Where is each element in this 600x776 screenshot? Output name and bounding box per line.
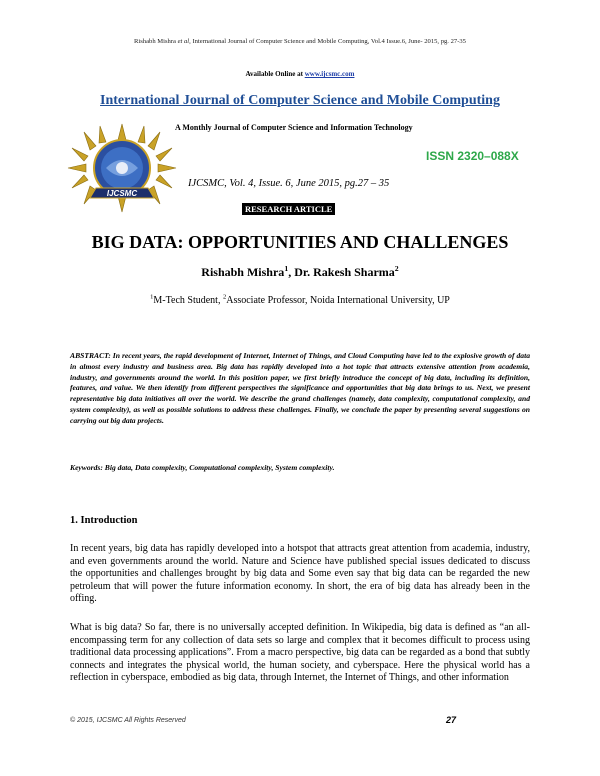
affiliations (0, 295, 600, 306)
affiliation-1-marker: 1 (150, 293, 154, 301)
author-separator: , (288, 265, 295, 279)
paper-title: BIG DATA: OPPORTUNITIES AND CHALLENGES (91, 232, 509, 252)
author-2-marker: 2 (394, 264, 399, 273)
running-head-author: Rishabh Mishra (134, 38, 178, 45)
running-head-et-al: et al (177, 38, 190, 45)
author-line (0, 265, 600, 280)
author-2: Dr. Rakesh Sharma (294, 265, 395, 279)
available-online (0, 70, 600, 78)
keywords: Keywords: Big data, Data complexity, Computational complexity, System complexity. (70, 463, 335, 472)
journal-name: International Journal of Computer Science and Mobile Computing (100, 93, 500, 108)
intro-paragraph-2: What is big data? So far, there is no universally accepted definition. In Wikipedia, big data is defined as “an all-encompassing term for any collection of data sets so large and complex that it becomes difficult to process using traditional data processing applications”. From a macro perspective, big data can be regarded as a bond that subtly connects and integrates the physical world, the human society, and cyberspace. Here the physical world has a reflection in cyberspace, embodied as big data, through Internet, the Internet of Things, and other information (70, 622, 530, 683)
journal-logo (66, 122, 178, 214)
issue-citation: IJCSMC, Vol. 4, Issue. 6, June 2015, pg.27 – 35 (188, 178, 390, 189)
footer-copyright: © 2015, IJCSMC All Rights Reserved (70, 717, 186, 724)
journal-website-link[interactable]: www.ijcsmc.com (304, 70, 355, 78)
footer-page-number: 27 (446, 715, 457, 725)
affiliation-2: Associate Professor, Noida International University, UP (226, 295, 450, 306)
section-heading-introduction: 1. Introduction (70, 515, 138, 526)
journal-subtitle: A Monthly Journal of Computer Science and Information Technology (175, 123, 413, 132)
running-head (0, 38, 600, 45)
affiliation-1: M-Tech Student, (153, 295, 223, 306)
running-head-journal-info: , International Journal of Computer Science and Mobile Computing, Vol.4 Issue.6, June- 2015, pg. 27-35 (189, 38, 466, 45)
article-type-badge: RESEARCH ARTICLE (242, 203, 335, 215)
author-1-marker: 1 (284, 264, 289, 273)
abstract: ABSTRACT: In recent years, the rapid development of Internet, Internet of Things, and Cloud Computing have led to the explosive growth of data in almost every industry and business area. Big data has rapidly developed into a hot topic that attracts extensive attention from academia, industry, and governments around the world. In this position paper, we first briefly introduce the concept of big data, including its definition, features, and value. We then identify from different perspectives the significance and opportunities that big data brings to us. Next, we present representative big data initiatives all over the world. We describe the grand challenges (namely, data complexity, computational complexity, and system complexity), as well as possible solutions to address these challenges. Finally, we conclude the paper by presenting several suggestions on carrying out big data projects. (70, 351, 530, 425)
intro-paragraph-1: In recent years, big data has rapidly developed into a hotspot that attracts great attention from academia, industry, and even governments around the world. Nature and Science have published special issues dedicated to discuss the opportunities and challenges brought by big data and Some even say that big data can be regarded the new petroleum that will power the future information economy. In short, the era of big data has already been in the offing. (70, 543, 530, 604)
affiliation-2-marker: 2 (222, 293, 227, 301)
author-1: Rishabh Mishra (201, 265, 285, 279)
available-label: Available Online at (245, 70, 305, 78)
issn-number: ISSN 2320–088X (426, 149, 519, 163)
logo-wordmark: IJCSMC (106, 189, 138, 198)
